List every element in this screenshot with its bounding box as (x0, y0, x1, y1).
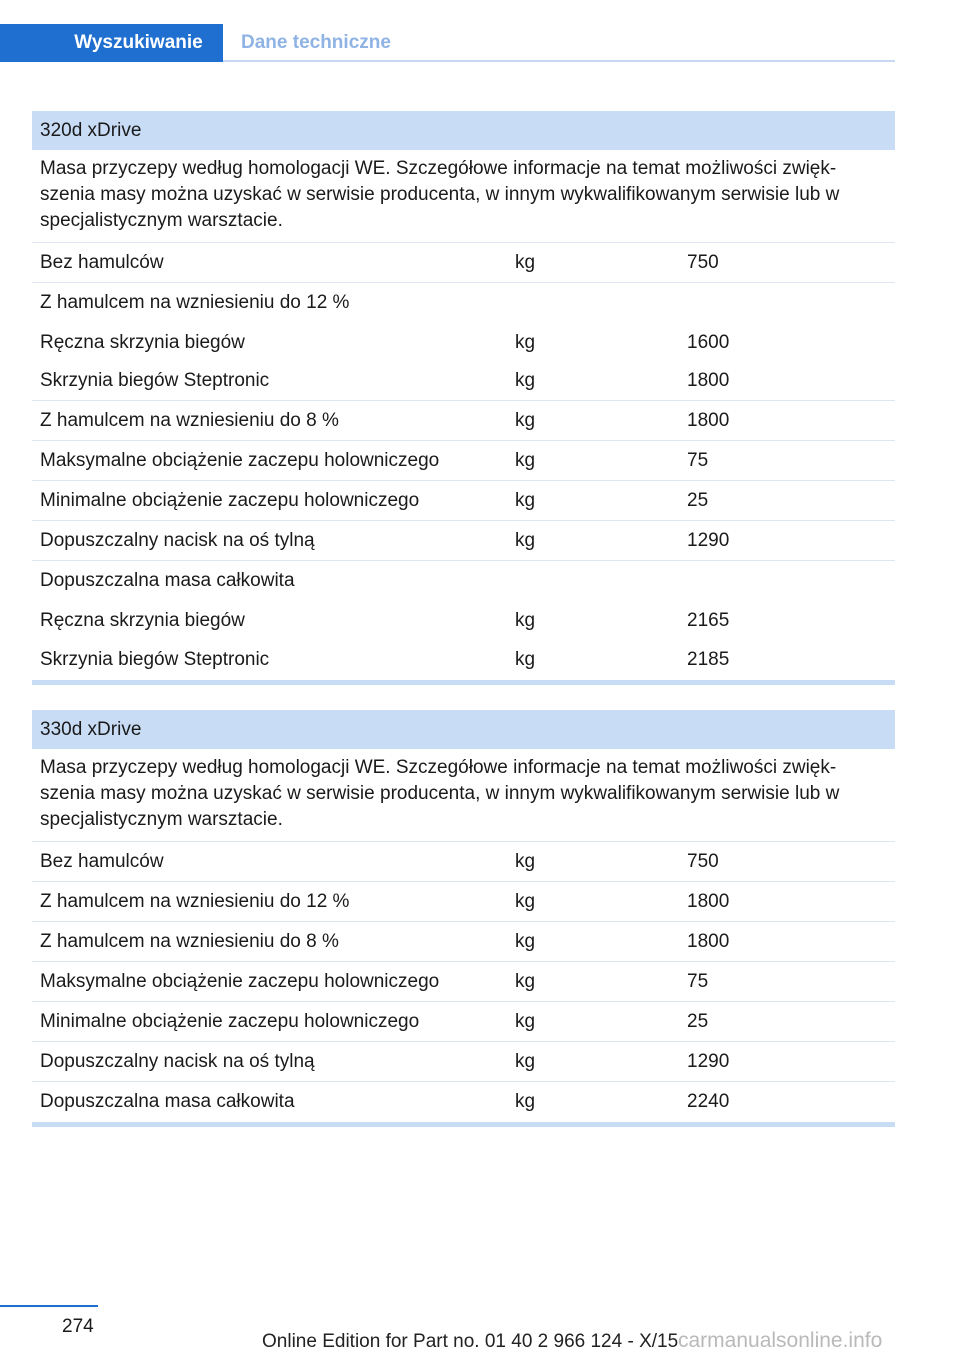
table-end-bar (32, 1122, 895, 1127)
row-label: Dopuszczalna masa całkowita (40, 1091, 295, 1112)
table-row (32, 561, 895, 601)
row-value: 2165 (687, 609, 730, 631)
table-row (32, 283, 895, 323)
table-end-bar (32, 680, 895, 685)
watermark: carmanualsonline.info (678, 1329, 883, 1352)
table-row (32, 243, 895, 283)
table-row (32, 481, 895, 521)
row-label: Z hamulcem na wzniesieniu do 8 % (40, 930, 339, 952)
row-value: 75 (687, 449, 709, 471)
row-value: 75 (687, 970, 709, 992)
row-unit: kg (515, 890, 536, 912)
row-unit: kg (515, 449, 536, 471)
row-unit: kg (515, 251, 536, 273)
header-tabs (0, 24, 895, 62)
row-value: 1800 (687, 890, 730, 912)
edition-text: Online Edition for Part no. 01 40 2 966 124 - X/15 (262, 1331, 679, 1352)
table-row (32, 441, 895, 481)
row-label: Skrzynia biegów Steptronic (40, 649, 270, 670)
row-unit: kg (515, 409, 536, 431)
table-title: 320d xDrive (32, 111, 895, 150)
row-unit: kg (515, 930, 536, 952)
row-label: Z hamulcem na wzniesieniu do 8 % (40, 409, 339, 431)
row-label: Bez hamulców (40, 850, 164, 872)
row-value: 1290 (687, 529, 730, 551)
row-label: Z hamulcem na wzniesieniu do 12 % (40, 890, 350, 912)
row-label: Maksymalne obciążenie zaczepu holowniczego (40, 449, 440, 471)
row-unit: kg (515, 649, 536, 670)
row-unit: kg (515, 1050, 536, 1072)
table-row (32, 882, 895, 922)
tab-wyszukiwanie[interactable]: Wyszukiwanie (0, 24, 223, 62)
row-label: Z hamulcem na wzniesieniu do 12 % (40, 292, 350, 313)
row-label: Minimalne obciążenie zaczepu holowniczego (40, 1010, 420, 1032)
row-unit: kg (515, 850, 536, 872)
page-number: 274 (62, 1316, 94, 1337)
tab-dane-techniczne[interactable]: Dane techniczne (241, 32, 391, 53)
table-title: 330d xDrive (32, 710, 895, 749)
row-value: 25 (687, 1010, 709, 1032)
table-row (32, 1082, 895, 1122)
row-label: Ręczna skrzynia biegów (40, 609, 245, 631)
row-unit: kg (515, 489, 536, 511)
row-unit: kg (515, 1091, 536, 1112)
table-row (32, 640, 895, 680)
table-row (32, 1042, 895, 1082)
table-row (32, 401, 895, 441)
table-row (32, 601, 895, 640)
row-label: Ręczna skrzynia biegów (40, 331, 245, 353)
footer-accent-line (0, 1305, 98, 1307)
row-value: 2185 (687, 649, 730, 670)
row-value: 1800 (687, 409, 730, 431)
table-row (32, 922, 895, 962)
table-description: Masa przyczepy według homologacji WE. Szczegółowe informacje na temat możliwości zwięk-szenia masy można uzyskać w serwisie producenta, w innym wykwalifikowanym serwisie lub w specjalistycznym warsztacie. (32, 749, 895, 842)
row-label: Bez hamulców (40, 251, 164, 273)
row-value: 25 (687, 489, 709, 511)
row-label: Skrzynia biegów Steptronic (40, 370, 270, 391)
row-value: 750 (687, 850, 719, 872)
table-row (32, 323, 895, 362)
row-label: Maksymalne obciążenie zaczepu holowniczego (40, 970, 440, 992)
row-value: 2240 (687, 1091, 730, 1112)
spec-table-330d (32, 710, 895, 1127)
row-label: Dopuszczalna masa całkowita (40, 570, 295, 591)
table-row (32, 362, 895, 401)
table-row (32, 962, 895, 1002)
table-description: Masa przyczepy według homologacji WE. Szczegółowe informacje na temat możliwości zwięk-szenia masy można uzyskać w serwisie producenta, w innym wykwalifikowanym serwisie lub w specjalistycznym warsztacie. (32, 150, 895, 243)
row-label: Dopuszczalny nacisk na oś tylną (40, 529, 315, 551)
row-value: 750 (687, 251, 719, 273)
row-value: 1600 (687, 331, 730, 353)
row-label: Minimalne obciążenie zaczepu holowniczego (40, 489, 420, 511)
row-unit: kg (515, 331, 536, 353)
row-unit: kg (515, 370, 536, 391)
row-value: 1800 (687, 370, 730, 391)
row-unit: kg (515, 529, 536, 551)
row-unit: kg (515, 609, 536, 631)
table-row (32, 842, 895, 882)
row-label: Dopuszczalny nacisk na oś tylną (40, 1050, 315, 1072)
row-value: 1290 (687, 1050, 730, 1072)
header-divider (223, 60, 895, 62)
table-row (32, 521, 895, 561)
row-unit: kg (515, 970, 536, 992)
spec-table-320d (32, 111, 895, 685)
table-row (32, 1002, 895, 1042)
row-unit: kg (515, 1010, 536, 1032)
row-value: 1800 (687, 930, 730, 952)
